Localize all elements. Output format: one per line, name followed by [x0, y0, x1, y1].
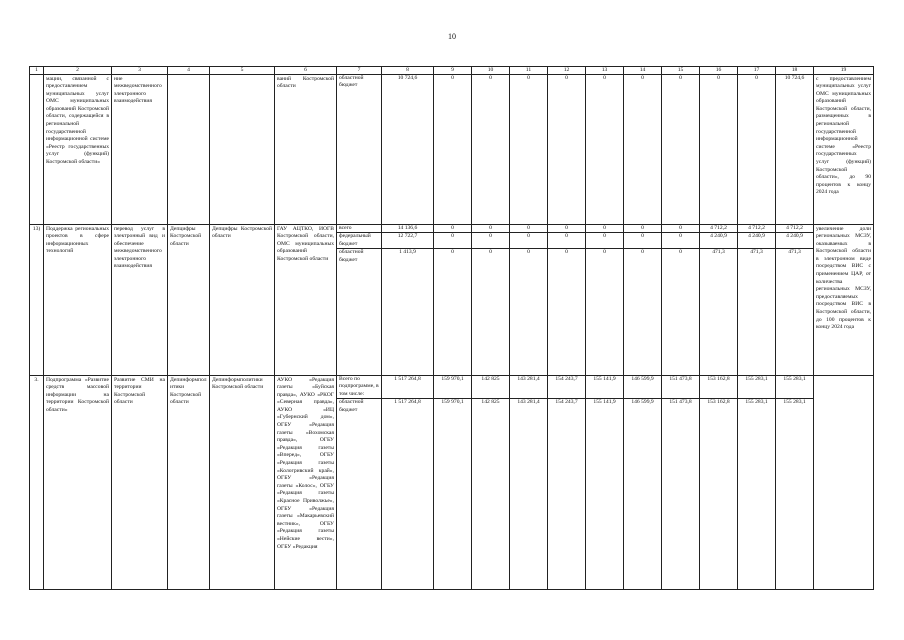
value: 146 599,9: [631, 399, 654, 406]
value: 153 162,8: [707, 399, 730, 406]
value: 0: [434, 225, 471, 234]
value: 143 281,4: [510, 376, 547, 400]
value: 155 283,1: [776, 376, 813, 400]
value-cell: [776, 74, 814, 224]
value-cell: [624, 224, 662, 375]
value-cell: [434, 375, 472, 589]
value: 4 240,9: [700, 233, 737, 249]
value-cell: [624, 74, 662, 224]
value: 154 243,7: [555, 399, 578, 406]
value: 471,3: [750, 249, 763, 256]
measure-goal: ние межведомственного электронного взаимодействия: [112, 74, 168, 224]
value: 159 970,1: [441, 399, 464, 406]
value: 0: [489, 74, 492, 81]
value: 155 283,1: [745, 399, 768, 406]
value: 4 712,2: [700, 225, 737, 234]
value: 143 281,4: [517, 399, 540, 406]
measure-goal: перевод услуг в электронный вид и обеспечение межведомственного электронного взаимодействия: [112, 224, 168, 375]
value: 0: [472, 233, 509, 249]
value-cell: [510, 74, 548, 224]
value-cell: [382, 375, 434, 589]
column-header: 12: [548, 67, 586, 75]
value: 0: [548, 225, 585, 234]
value: 0: [603, 249, 606, 256]
executors: ГАУ АЦТКО, ИОГВ Костромской области, ОМС муниципальных образований Костромской области: [275, 224, 337, 375]
value: 0: [510, 225, 547, 234]
value: 10 724,6: [397, 74, 418, 81]
funding-source-item: областной бюджет: [339, 74, 364, 89]
value-cell: [586, 375, 624, 589]
value: 471,3: [712, 249, 725, 256]
value: 0: [586, 225, 623, 234]
value: 471,3: [788, 249, 801, 256]
value-cell: [776, 375, 814, 589]
value-cell: [472, 375, 510, 589]
value-cell: [776, 224, 814, 375]
indicator: [814, 375, 874, 589]
value-cell: [548, 224, 586, 375]
value: 0: [624, 233, 661, 249]
value-cell: [548, 375, 586, 589]
value: 0: [679, 74, 682, 81]
value-cell: [434, 224, 472, 375]
value: 155 141,9: [593, 399, 616, 406]
column-header: 2: [44, 67, 112, 75]
value: 0: [527, 74, 530, 81]
value: 155 283,1: [738, 376, 775, 400]
value: 0: [641, 249, 644, 256]
funding-source-item: областной бюджет: [339, 399, 364, 413]
value: 0: [527, 249, 530, 256]
funding-source: [337, 74, 382, 224]
value: 0: [451, 249, 454, 256]
funding-source-item: всего: [337, 225, 381, 234]
funding-source-item: областной бюджет: [339, 249, 364, 263]
column-header: 19: [814, 67, 874, 75]
value: 0: [548, 233, 585, 249]
value: 10 724,6: [784, 74, 805, 81]
value: 0: [565, 74, 568, 81]
value: 0: [717, 74, 720, 81]
value: 1 517 264,8: [394, 399, 421, 406]
responsible: [168, 74, 210, 224]
responsible: Депинформполитики Костромской области: [168, 375, 210, 589]
value: 0: [662, 225, 699, 234]
value-cell: [586, 224, 624, 375]
funding-source: [337, 224, 382, 375]
value: 4 240,9: [776, 233, 813, 249]
table-row: [30, 375, 874, 589]
value: 14 136,6: [382, 225, 433, 234]
column-header: 8: [382, 67, 434, 75]
value-cell: [434, 74, 472, 224]
column-header: 14: [624, 67, 662, 75]
column-header: 13: [586, 67, 624, 75]
executors: ваний Костромской области: [275, 74, 337, 224]
value: 0: [679, 249, 682, 256]
indicator: увеличение доли региональных МСЗУ, оказываемых в Костромской области в электронном виде посредством ВИС с применением ЦАР, от количества региональных МСЗУ, предоставляемых посредством ВИС в Костромской области, до 100 процентов к концу 2024 года: [814, 224, 874, 375]
row-number: 3.: [30, 375, 44, 589]
value-cell: [586, 74, 624, 224]
coordinator: Депцифры Костромской области: [210, 224, 275, 375]
value: 142 825: [472, 376, 509, 400]
measure-name: мации, связанной с предоставлением муниципальных услуг ОМС муниципальных образований Костромской области, содержащейся в региональной государственной информационной системе «Реестр государственных услуг (функций) Костромской области»: [44, 74, 112, 224]
value: 0: [603, 74, 606, 81]
value: 12 722,7: [382, 233, 433, 249]
value-cell: [624, 375, 662, 589]
responsible: Депцифры Костромской области: [168, 224, 210, 375]
column-header: 15: [662, 67, 700, 75]
value-cell: [510, 224, 548, 375]
value: 0: [451, 74, 454, 81]
page-number: 10: [448, 32, 456, 41]
indicator: с предоставлением муниципальных услуг ОМС муниципальных образований Костромской области, размещенных в региональной государственной информационной системе «Реестр государственных услуг (функций) Костромской области», до 90 процентов к концу 2024 года: [814, 74, 874, 224]
value: 0: [472, 225, 509, 234]
value-cell: [700, 74, 738, 224]
value: 155 283,1: [783, 399, 806, 406]
table-row: [30, 224, 874, 375]
value-cell: [662, 224, 700, 375]
column-header: 5: [210, 67, 275, 75]
value: 146 599,9: [624, 376, 661, 400]
column-header: 1: [30, 67, 44, 75]
value: 0: [489, 249, 492, 256]
value-cell: [738, 375, 776, 589]
value: 0: [624, 225, 661, 234]
value: 4 240,9: [738, 233, 775, 249]
measure-name: Поддержка региональных проектов в сфере информационных технологий: [44, 224, 112, 375]
value-cell: [548, 74, 586, 224]
value: 1 517 264,8: [382, 376, 433, 400]
value: 0: [565, 249, 568, 256]
value-cell: [382, 224, 434, 375]
value: 142 825: [481, 399, 500, 406]
row-number: 13): [30, 224, 44, 375]
value-cell: [738, 74, 776, 224]
value-cell: [662, 74, 700, 224]
column-header: 16: [700, 67, 738, 75]
value-cell: [700, 224, 738, 375]
table-row: [30, 74, 874, 224]
value: 0: [586, 233, 623, 249]
value: 4 712,2: [776, 225, 813, 234]
measure-name: Подпрограмма «Развитие средств массовой информации на территории Костромской области»: [44, 375, 112, 589]
column-header: 7: [337, 67, 382, 75]
executors: АУКО «Редакция газеты «Буйская правда», АУКО «РКОГ «Северная правда», АУКО «ИЦ «Губернский дом», ОГБУ «Редакция газеты «Вохомская правда», ОГБУ «Редакция газеты «Вперед», ОГБУ «Редакция газеты «Кологривский край», ОГБУ «Редакция газеты «Колос», ОГБУ «Редакция газеты «Красное Приволжье», ОГБУ «Редакция газеты «Макарьевский вестник», ОГБУ «Редакция газеты «Нейские вести», ОГБУ «Редакция: [275, 375, 337, 589]
value-cell: [472, 74, 510, 224]
value: 155 141,9: [586, 376, 623, 400]
column-header: 9: [434, 67, 472, 75]
header-row: [30, 67, 874, 75]
value-cell: [382, 74, 434, 224]
value: 1 413,9: [399, 249, 416, 256]
value: 0: [755, 74, 758, 81]
column-header: 10: [472, 67, 510, 75]
budget-table: [29, 66, 874, 590]
value: 4 712,2: [738, 225, 775, 234]
column-header: 6: [275, 67, 337, 75]
value: 0: [662, 233, 699, 249]
column-header: 18: [776, 67, 814, 75]
column-header: 17: [738, 67, 776, 75]
row-number: [30, 74, 44, 224]
value: 153 162,8: [700, 376, 737, 400]
value: 0: [434, 233, 471, 249]
value-cell: [510, 375, 548, 589]
value: 0: [510, 233, 547, 249]
coordinator: Депинформполитики Костромской области: [210, 375, 275, 589]
value-cell: [662, 375, 700, 589]
measure-goal: Развитие СМИ на территории Костромской области: [112, 375, 168, 589]
value-cell: [472, 224, 510, 375]
value: 0: [641, 74, 644, 81]
value-cell: [700, 375, 738, 589]
value: 151 473,8: [669, 399, 692, 406]
column-header: 11: [510, 67, 548, 75]
value-cell: [738, 224, 776, 375]
value: 151 473,8: [662, 376, 699, 400]
funding-source: [337, 375, 382, 589]
funding-source-item: федеральный бюджет: [337, 233, 381, 249]
value: 154 243,7: [548, 376, 585, 400]
column-header: 4: [168, 67, 210, 75]
funding-source-item: Всего по подпрограмме, в том числе:: [337, 376, 381, 400]
column-header: 3: [112, 67, 168, 75]
value: 159 970,1: [434, 376, 471, 400]
coordinator: [210, 74, 275, 224]
